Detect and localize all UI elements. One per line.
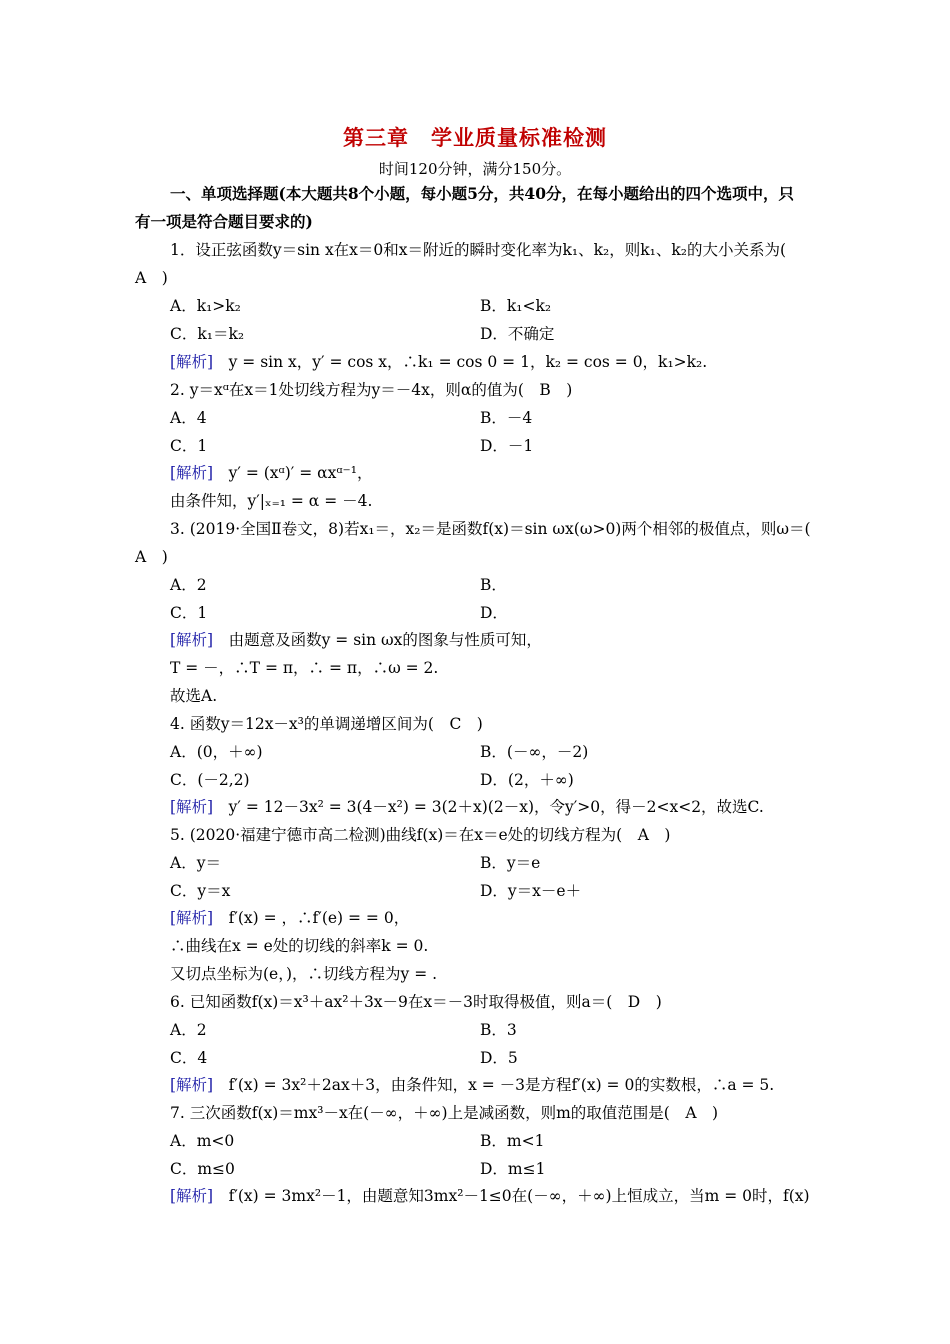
q1-option-b: B．k₁<k₂ — [480, 297, 552, 315]
q7-option-a: A．m<0 — [170, 1132, 235, 1150]
q2-solution-cont: 由条件知，y′|ₓ₌₁ = α = －4. — [170, 492, 373, 510]
q1-answer: A ) — [135, 269, 168, 287]
q5-solution-cont: ∴曲线在x = e处的切线的斜率k = 0. — [170, 937, 429, 955]
q4-solution-text: y′ = 12－3x² = 3(4－x²) = 3(2＋x)(2－x)，令y′>0，得－2<x<2，故选C. — [228, 798, 764, 816]
page-subtitle: 时间120分钟，满分150分。 — [378, 160, 572, 178]
q3-option-b: B． — [480, 576, 507, 594]
q2-solution-text: y′ = (xᵅ)′ = αxᵅ⁻¹， — [228, 464, 373, 482]
q4-option-b: B．(－∞，－2) — [480, 743, 589, 761]
q3-solution-text: 由题意及函数y = sin ωx的图象与性质可知， — [228, 631, 542, 649]
solution-label: [解析] — [170, 631, 214, 649]
q5-option-c: C．y＝x — [170, 882, 231, 900]
q5-solution-text: f′(x) = ，∴f′(e) = = 0， — [228, 909, 410, 927]
q1-solution — [170, 352, 707, 372]
q2-option-d: D．－1 — [480, 437, 534, 455]
q2-option-b: B．－4 — [480, 409, 533, 427]
page-title: 第三章 学业质量标准检测 — [343, 125, 607, 150]
q1-option-d: D．不确定 — [480, 325, 555, 343]
q3-solution-end: 故选A. — [170, 687, 218, 705]
q3-option-d: D． — [480, 604, 508, 622]
q5-stem: 5. (2020·福建宁德市高二检测)曲线f(x)＝在x＝e处的切线方程为( A ) — [170, 826, 671, 844]
q5-option-a: A．y＝ — [170, 854, 221, 872]
q2-stem: 2. y＝xᵅ在x＝1处切线方程为y＝－4x，则α的值为( B ) — [170, 381, 573, 399]
q3-option-a: A．2 — [170, 576, 207, 594]
q4-solution — [170, 797, 764, 817]
q6-stem: 6. 已知函数f(x)＝x³＋ax²＋3x－9在x＝－3时取得极值，则a＝( D ) — [170, 993, 662, 1011]
q2-solution — [170, 463, 372, 483]
q1-stem: 1．设正弦函数y＝sin x在x＝0和x＝附近的瞬时变化率为k₁、k₂，则k₁、k₂的大小关系为( — [170, 241, 786, 259]
q3-solution — [170, 630, 542, 650]
solution-label: [解析] — [170, 798, 214, 816]
q1-solution-text: y = sin x，y′ = cos x，∴k₁ = cos 0 = 1，k₂ = cos = 0，k₁>k₂. — [228, 353, 708, 371]
q4-option-a: A．(0，＋∞) — [170, 743, 263, 761]
solution-label: [解析] — [170, 1076, 214, 1094]
q1-option-c: C．k₁＝k₂ — [170, 325, 245, 343]
q7-stem: 7. 三次函数f(x)＝mx³－x在(－∞，＋∞)上是减函数，则m的取值范围是( A ) — [170, 1104, 719, 1122]
q1-option-a: A．k₁>k₂ — [170, 297, 241, 315]
q6-solution-text: f′(x) = 3x²＋2ax＋3，由条件知，x = －3是方程f′(x) = 0的实数根，∴a = 5. — [228, 1076, 775, 1094]
q6-option-b: B．3 — [480, 1021, 517, 1039]
q4-option-d: D．(2，＋∞) — [480, 771, 574, 789]
q7-option-d: D．m≤1 — [480, 1160, 546, 1178]
solution-label: [解析] — [170, 909, 214, 927]
q6-solution — [170, 1075, 774, 1095]
q4-stem: 4. 函数y＝12x－x³的单调递增区间为( C ) — [170, 715, 483, 733]
q2-option-a: A．4 — [170, 409, 207, 427]
q4-option-c: C．(－2,2) — [170, 771, 250, 789]
q3-answer: A ) — [135, 548, 168, 566]
q5-option-d: D．y＝x－e＋ — [480, 882, 582, 900]
section-heading: 一、单项选择题(本大题共8个小题，每小题5分，共40分，在每小题给出的四个选项中，只 — [170, 184, 794, 203]
q6-option-a: A．2 — [170, 1021, 207, 1039]
section-heading-cont: 有一项是符合题目要求的) — [135, 212, 313, 231]
q3-option-c: C．1 — [170, 604, 208, 622]
q6-option-c: C．4 — [170, 1049, 208, 1067]
q3-stem: 3. (2019·全国Ⅱ卷文，8)若x₁＝，x₂＝是函数f(x)＝sin ωx(ω>0)两个相邻的极值点，则ω＝( — [170, 520, 811, 538]
solution-label: [解析] — [170, 353, 214, 371]
solution-label: [解析] — [170, 1187, 214, 1205]
q5-option-b: B．y＝e — [480, 854, 541, 872]
q7-solution — [170, 1186, 810, 1206]
q3-solution-cont: T = －，∴T = π，∴ = π，∴ω = 2. — [170, 659, 439, 677]
q7-option-c: C．m≤0 — [170, 1160, 235, 1178]
q7-solution-text: f′(x) = 3mx²－1，由题意知3mx²－1≤0在(－∞，＋∞)上恒成立，当m = 0时，f(x) — [228, 1187, 810, 1205]
q2-option-c: C．1 — [170, 437, 208, 455]
q6-option-d: D．5 — [480, 1049, 518, 1067]
q5-solution — [170, 908, 409, 928]
solution-label: [解析] — [170, 464, 214, 482]
q7-option-b: B．m<1 — [480, 1132, 545, 1150]
q5-solution-end: 又切点坐标为(e，)，∴切线方程为y = . — [170, 965, 438, 983]
